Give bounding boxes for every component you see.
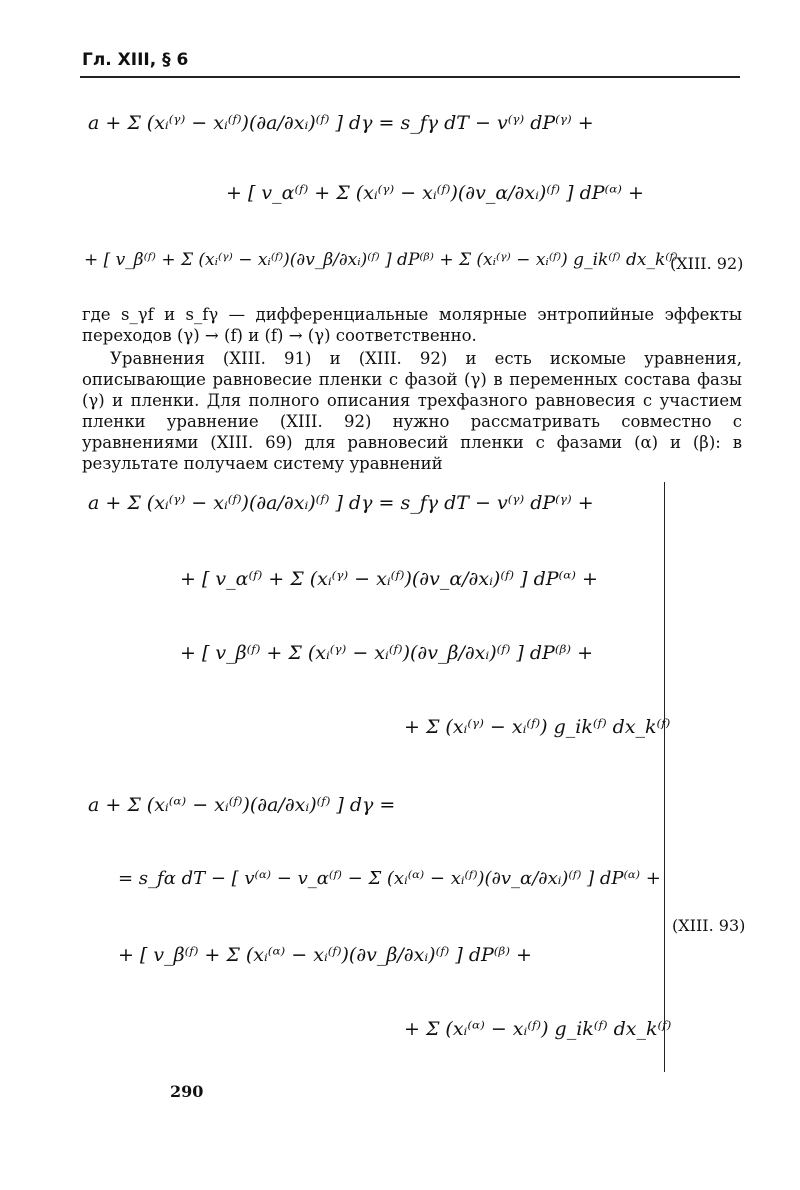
equation-93-number: (XIII. 93) bbox=[672, 916, 746, 935]
equation-92-line-2: + [ v_α⁽ᶠ⁾ + Σ (xᵢ⁽ᵞ⁾ − xᵢ⁽ᶠ⁾)(∂v_α/∂xᵢ)⁽ᶠ⁾ ] dP⁽ᵅ⁾ + bbox=[226, 182, 644, 204]
chapter-header: Гл. XIII, § 6 bbox=[82, 50, 189, 70]
equation-93-a-line-3: + [ v_β⁽ᶠ⁾ + Σ (xᵢ⁽ᵞ⁾ − xᵢ⁽ᶠ⁾)(∂v_β/∂xᵢ)⁽ᶠ⁾ ] dP⁽ᵝ⁾ + bbox=[180, 642, 594, 664]
equation-92-line-3: + [ v_β⁽ᶠ⁾ + Σ (xᵢ⁽ᵞ⁾ − xᵢ⁽ᶠ⁾)(∂v_β/∂xᵢ)⁽ᶠ⁾ ] dP⁽ᵝ⁾ + Σ (xᵢ⁽ᵞ⁾ − xᵢ⁽ᶠ⁾) g_ik⁽ᶠ⁾ dx_k⁽ᶠ⁾ bbox=[84, 250, 678, 270]
equation-92-line-1: a + Σ (xᵢ⁽ᵞ⁾ − xᵢ⁽ᶠ⁾)(∂a/∂xᵢ)⁽ᶠ⁾ ] dγ = s_fγ dT − v⁽ᵞ⁾ dP⁽ᵞ⁾ + bbox=[88, 112, 594, 134]
page-number: 290 bbox=[170, 1082, 204, 1101]
system-brace-line bbox=[664, 482, 665, 1072]
equation-93-b-line-3: + [ v_β⁽ᶠ⁾ + Σ (xᵢ⁽ᵅ⁾ − xᵢ⁽ᶠ⁾)(∂v_β/∂xᵢ)⁽ᶠ⁾ ] dP⁽ᵝ⁾ + bbox=[118, 944, 532, 966]
equation-92-number: (XIII. 92) bbox=[670, 254, 744, 273]
paragraph-system-description: Уравнения (XIII. 91) и (XIII. 92) и есть искомые уравнения, описывающие равновесие пленки с фазой (γ) в переменных состава фазы (γ) и пленки. Для полного описания трехфазного равновесия с участием пленки уравнение (XIII. 92) нужно рассматривать совместно с уравнениями (XIII. 69) для равновесий пленки с фазами (α) и (β): в результате получаем систему уравнений bbox=[82, 349, 742, 473]
equation-93-a-line-4: + Σ (xᵢ⁽ᵞ⁾ − xᵢ⁽ᶠ⁾) g_ik⁽ᶠ⁾ dx_k⁽ᶠ⁾ bbox=[404, 716, 671, 738]
header-rule bbox=[80, 76, 740, 78]
equation-93-b-line-4: + Σ (xᵢ⁽ᵅ⁾ − xᵢ⁽ᶠ⁾) g_ik⁽ᶠ⁾ dx_k⁽ᶠ⁾ bbox=[404, 1018, 672, 1040]
equation-93-b-line-2: = s_fα dT − [ v⁽ᵅ⁾ − v_α⁽ᶠ⁾ − Σ (xᵢ⁽ᵅ⁾ − xᵢ⁽ᶠ⁾)(∂v_α/∂xᵢ)⁽ᶠ⁾ ] dP⁽ᵅ⁾ + bbox=[118, 868, 661, 889]
equation-93-a-line-1: a + Σ (xᵢ⁽ᵞ⁾ − xᵢ⁽ᶠ⁾)(∂a/∂xᵢ)⁽ᶠ⁾ ] dγ = s_fγ dT − v⁽ᵞ⁾ dP⁽ᵞ⁾ + bbox=[88, 492, 594, 514]
equation-93-a-line-2: + [ v_α⁽ᶠ⁾ + Σ (xᵢ⁽ᵞ⁾ − xᵢ⁽ᶠ⁾)(∂v_α/∂xᵢ)⁽ᶠ⁾ ] dP⁽ᵅ⁾ + bbox=[180, 568, 598, 590]
equation-93-b-line-1: a + Σ (xᵢ⁽ᵅ⁾ − xᵢ⁽ᶠ⁾)(∂a/∂xᵢ)⁽ᶠ⁾ ] dγ = bbox=[88, 794, 396, 816]
paragraph-entropy-definition: где s_γf и s_fγ — дифференциальные молярные энтропийные эффекты переходов (γ) → (f) и (f) → (γ) соответственно. bbox=[82, 305, 742, 345]
